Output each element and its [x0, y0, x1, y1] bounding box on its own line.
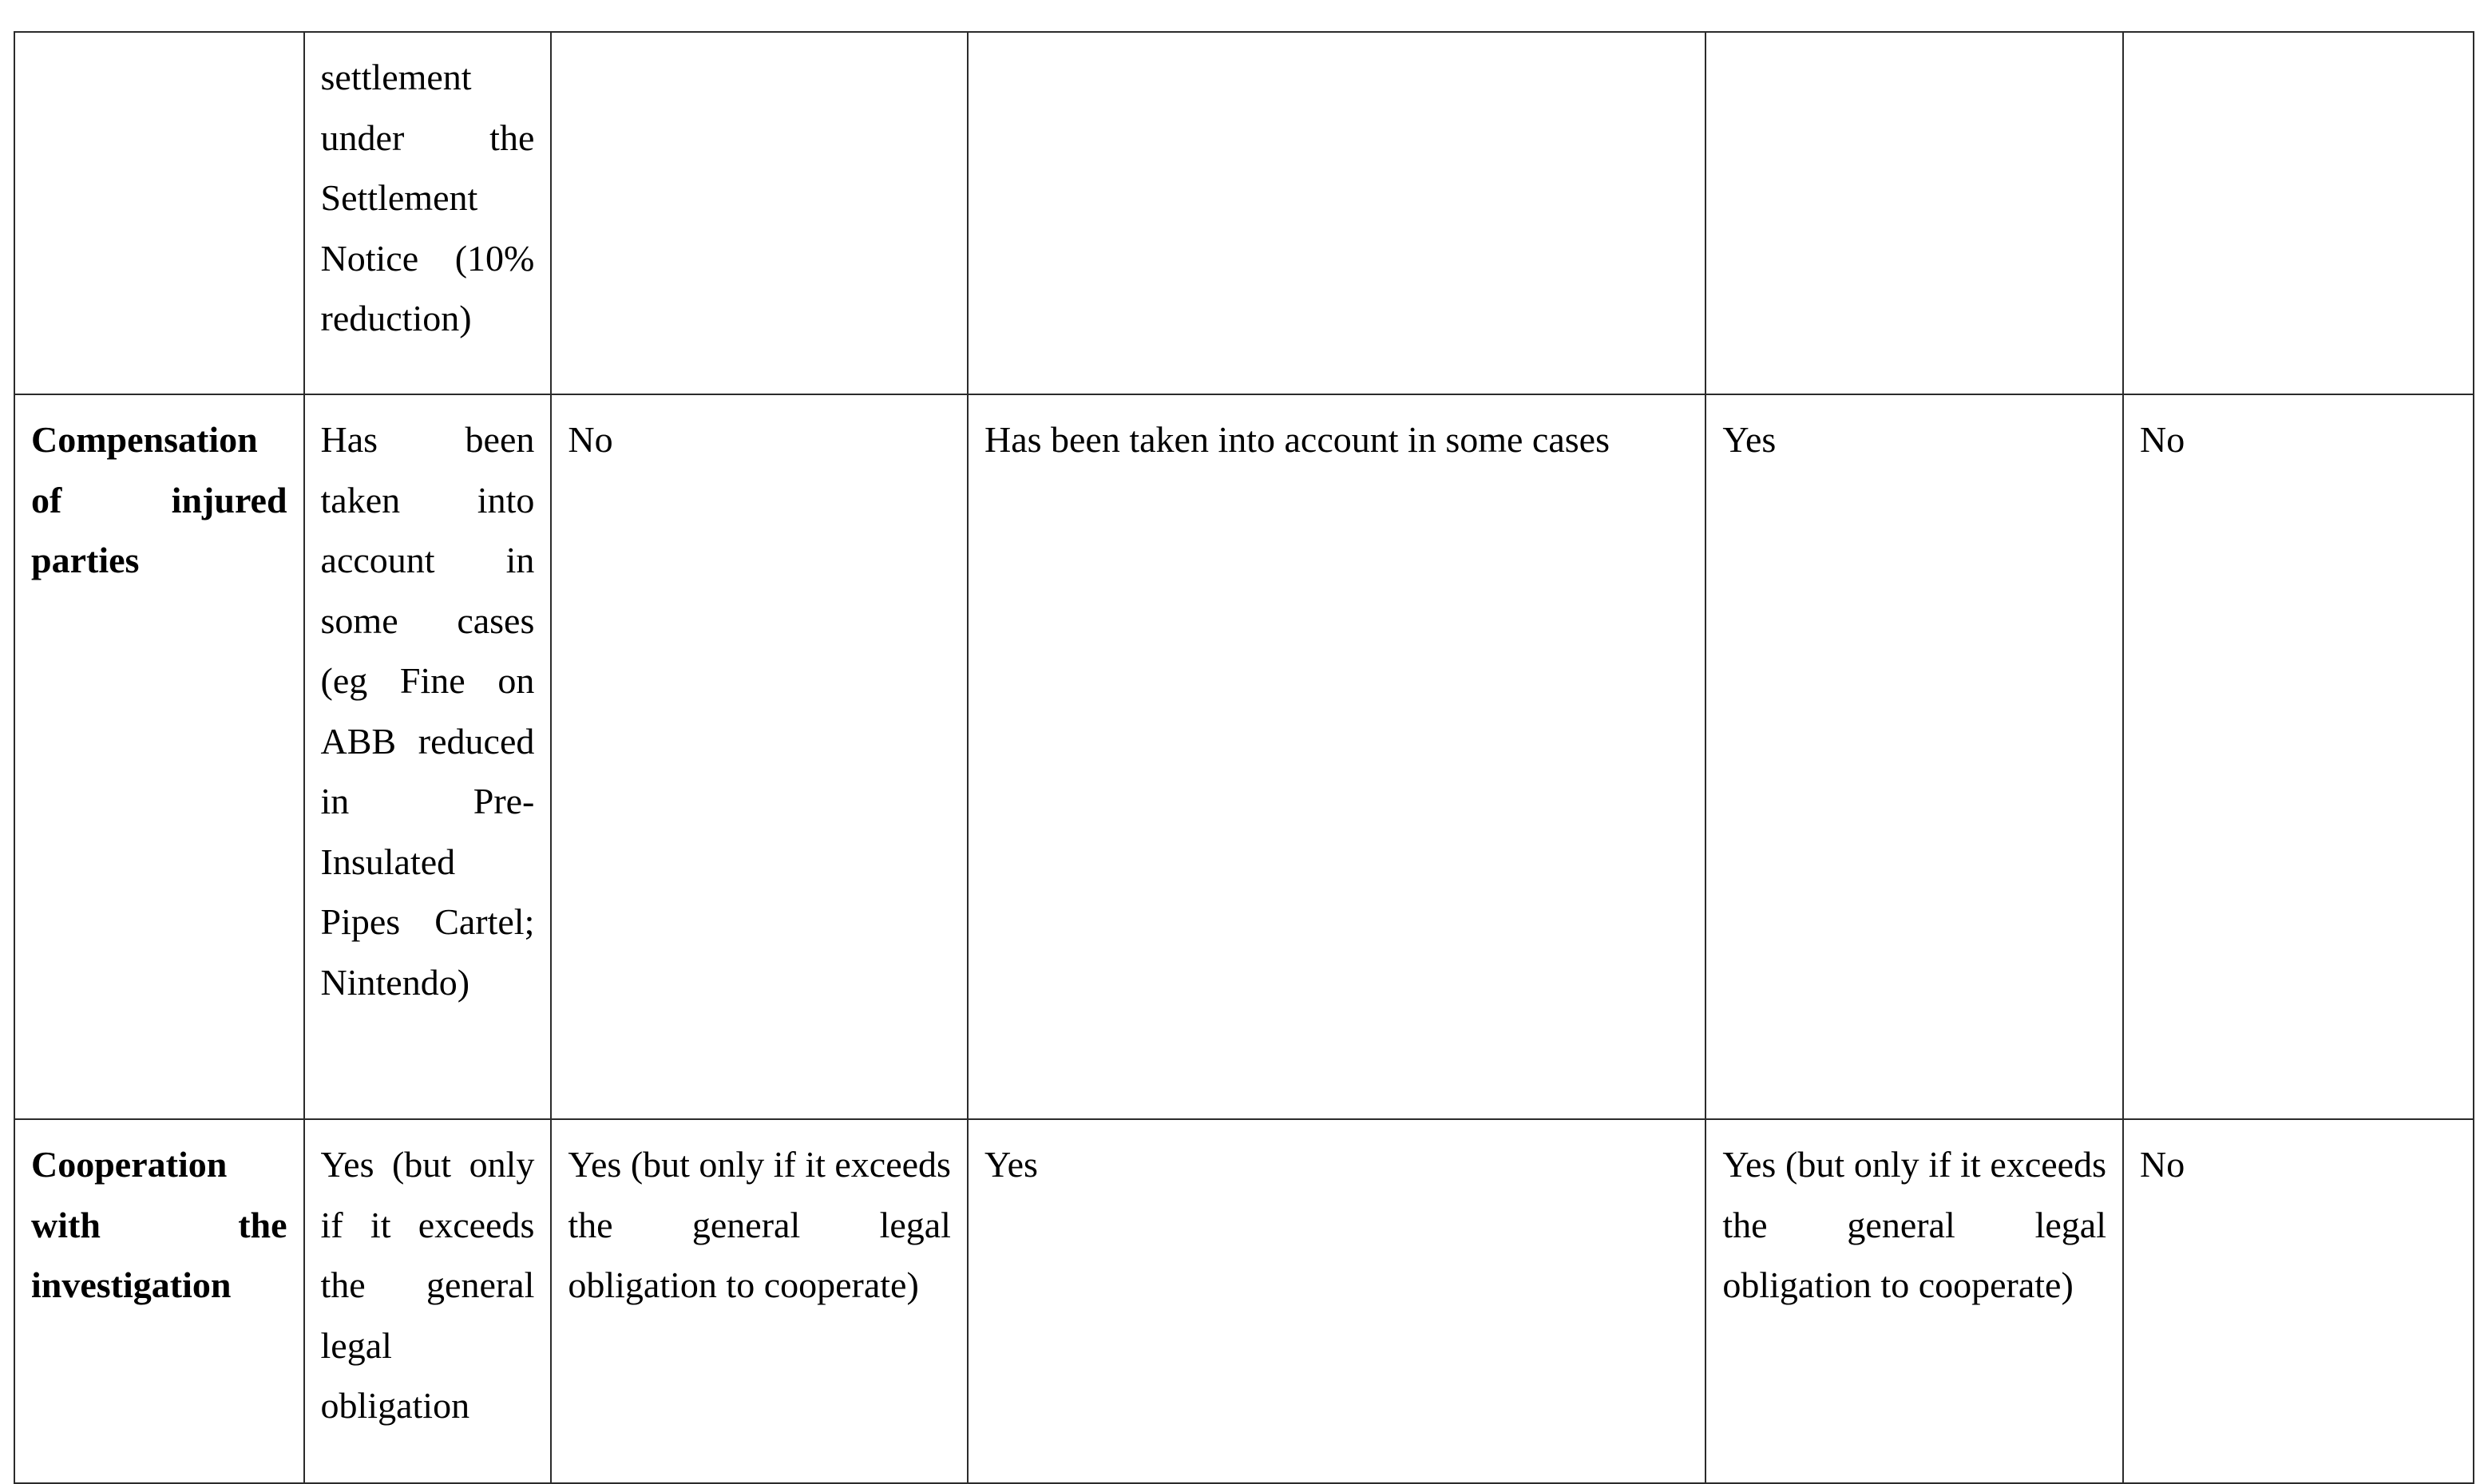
table-cell: No	[551, 394, 968, 1119]
table-row-cooperation	[14, 1119, 2474, 1483]
table-cell: Yes (but only if it exceeds the general legal obligation	[304, 1119, 552, 1483]
comparison-table	[14, 31, 2474, 1484]
table-row-compensation	[14, 394, 2474, 1119]
table-cell	[1705, 32, 2123, 394]
table-row-header: Cooperation with the investigation	[14, 1119, 304, 1483]
table-cell	[2123, 32, 2474, 394]
table-cell: No	[2123, 394, 2474, 1119]
table-cell	[968, 32, 1705, 394]
table-cell: Yes	[968, 1119, 1705, 1483]
table-cell: No	[2123, 1119, 2474, 1483]
table-row-settlement-continued	[14, 32, 2474, 394]
table-cell	[551, 32, 968, 394]
table-row-header	[14, 32, 304, 394]
table-cell: Yes	[1705, 394, 2123, 1119]
table-cell: settlement under the Settlement Notice (10% reduction)	[304, 32, 552, 394]
table-row-header: Compensation of injured parties	[14, 394, 304, 1119]
table-cell: Yes (but only if it exceeds the general legal obligation to cooperate)	[1705, 1119, 2123, 1483]
table-cell: Has been taken into account in some cases (eg Fine on ABB reduced in Pre-Insulated Pipes Cartel; Nintendo)	[304, 394, 552, 1119]
table-cell: Has been taken into account in some cases	[968, 394, 1705, 1119]
table-cell: Yes (but only if it exceeds the general legal obligation to cooperate)	[551, 1119, 968, 1483]
